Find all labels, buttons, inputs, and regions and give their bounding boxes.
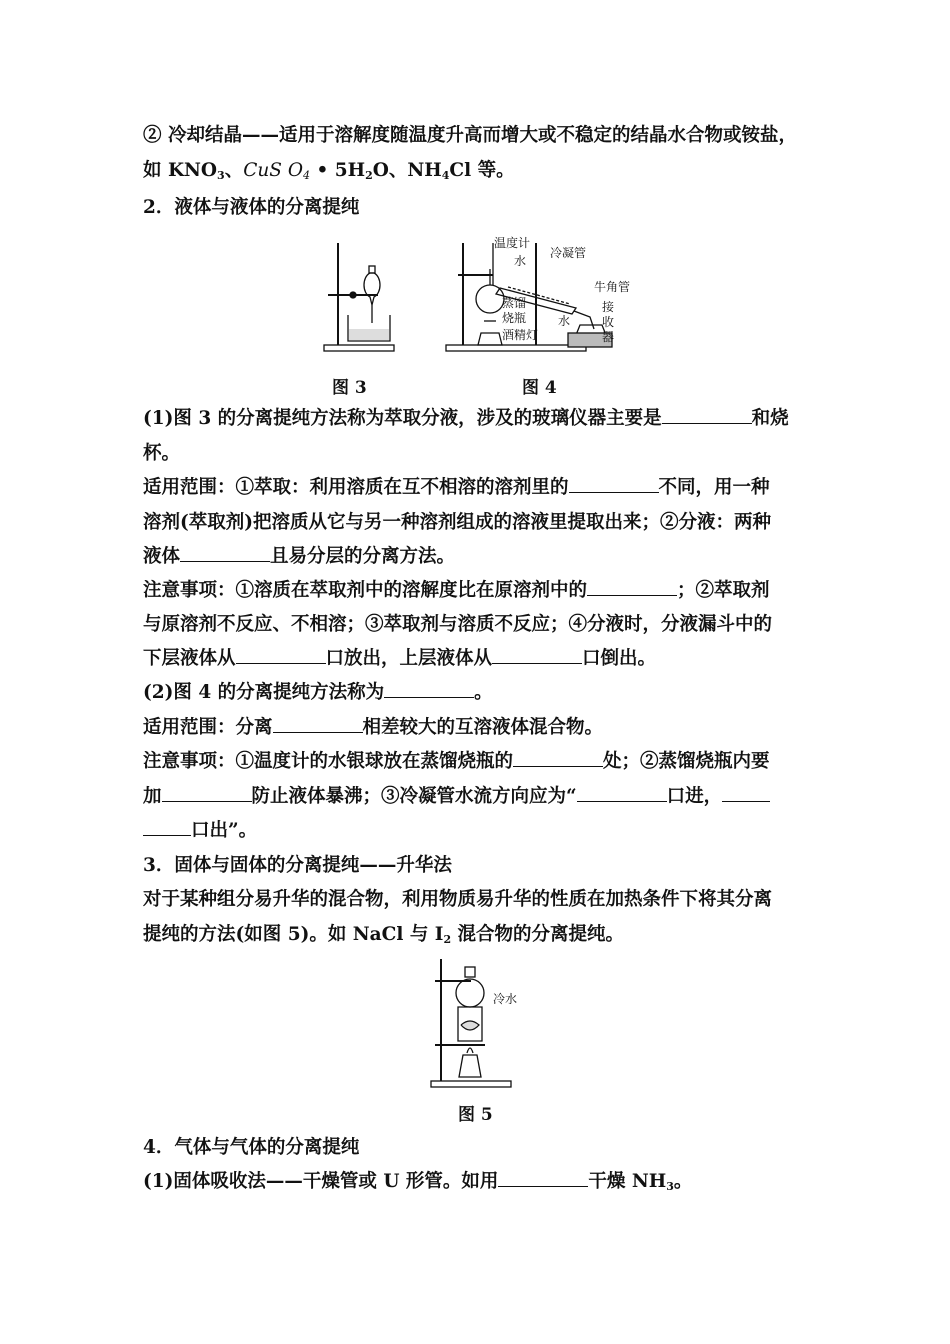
- figure-4-caption: 图 4: [522, 378, 557, 398]
- figure-3-caption: 图 3: [332, 378, 367, 398]
- text-line: 注意事项：①温度计的水银球放在蒸馏烧瓶的 处；②蒸馏烧瓶内要: [143, 748, 823, 776]
- figure-3-4: [318, 233, 638, 358]
- svg-text:接: 接: [602, 300, 615, 314]
- answer-blank[interactable]: [587, 577, 677, 596]
- answer-blank[interactable]: [513, 748, 603, 767]
- text-line: 口出”。: [143, 817, 823, 845]
- svg-text:冷凝管: 冷凝管: [550, 246, 587, 260]
- answer-blank[interactable]: [662, 405, 752, 424]
- answer-blank[interactable]: [569, 474, 659, 493]
- answer-blank[interactable]: [492, 645, 582, 664]
- question-1-line: (1)图 3 的分离提纯方法称为萃取分液，涉及的玻璃仪器主要是 和烧: [143, 405, 823, 433]
- text-line: 杯。: [143, 443, 181, 464]
- text-line: (1)固体吸收法——干燥管或 U 形管。如用 干燥 $NH_3$。: [143, 1168, 823, 1196]
- text-line: 与原溶剂不反应、不相溶；③萃取剂与溶质不反应；④分液时，分液漏斗中的: [143, 614, 773, 635]
- svg-text:酒精灯: 酒精灯: [502, 328, 539, 342]
- svg-text:蒸馏: 蒸馏: [502, 296, 527, 310]
- text-line: 适用范围：①萃取：利用溶质在互不相溶的溶剂里的 不同，用一种: [143, 474, 823, 502]
- section-heading: 3．固体与固体的分离提纯——升华法: [143, 855, 452, 876]
- text-line: [143, 122, 823, 150]
- answer-blank[interactable]: [273, 714, 363, 733]
- cuso4-formula: CuS O: [243, 160, 304, 181]
- text-line: 溶剂(萃取剂)把溶质从它与另一种溶剂组成的溶液里提取出来；②分液：两种: [143, 512, 772, 533]
- figure-5-caption: 图 5: [458, 1105, 493, 1125]
- distillation-labels: [494, 235, 630, 344]
- svg-text:牛角管: 牛角管: [594, 280, 631, 294]
- text-line: 液体 且易分层的分离方法。: [143, 543, 823, 571]
- text-line: 注意事项：①溶质在萃取剂中的溶解度比在原溶剂中的 ；②萃取剂: [143, 577, 823, 605]
- svg-text:器: 器: [602, 330, 615, 344]
- separatory-funnel-diagram: [324, 243, 394, 351]
- text-line: 提纯的方法(如图 5)。如 NaCl 与 $I_2$ 混合物的分离提纯。: [143, 924, 625, 946]
- section-heading: 4．气体与气体的分离提纯: [143, 1137, 360, 1158]
- text-line: 如 $KNO_3$、CuS $O_4$ • $5H_2O$、$NH_4Cl$ 等。: [143, 160, 515, 182]
- svg-text:收: 收: [602, 315, 615, 329]
- answer-blank[interactable]: [143, 817, 191, 836]
- text-line: 加 防止液体暴沸；③冷凝管水流方向应为“ 口进，: [143, 783, 823, 811]
- answer-blank[interactable]: [162, 783, 252, 802]
- answer-blank[interactable]: [722, 783, 770, 802]
- answer-blank[interactable]: [498, 1168, 588, 1187]
- section-heading: 2．液体与液体的分离提纯: [143, 197, 360, 218]
- answer-blank[interactable]: [180, 543, 270, 562]
- text-line: 下层液体从 口放出，上层液体从 口倒出。: [143, 645, 823, 673]
- question-2-line: (2)图 4 的分离提纯方法称为 。: [143, 679, 823, 707]
- answer-blank[interactable]: [236, 645, 326, 664]
- answer-blank[interactable]: [384, 679, 474, 698]
- svg-text:温度计: 温度计: [494, 236, 531, 250]
- svg-text:水: 水: [558, 314, 571, 328]
- cooling-crystallization-text: ② 冷却结晶——适用于溶解度随温度升高而增大或不稳定的结晶水合物或铵盐，: [143, 125, 797, 146]
- text-line: 对于某种组分易升华的混合物，利用物质易升华的性质在加热条件下将其分离: [143, 889, 773, 910]
- sublimation-diagram: [425, 955, 535, 1090]
- svg-text:水: 水: [514, 254, 527, 268]
- svg-text:烧瓶: 烧瓶: [502, 311, 527, 325]
- answer-blank[interactable]: [577, 783, 667, 802]
- text-line: 适用范围：分离 相差较大的互溶液体混合物。: [143, 714, 823, 742]
- svg-text:冷水: 冷水: [493, 992, 518, 1006]
